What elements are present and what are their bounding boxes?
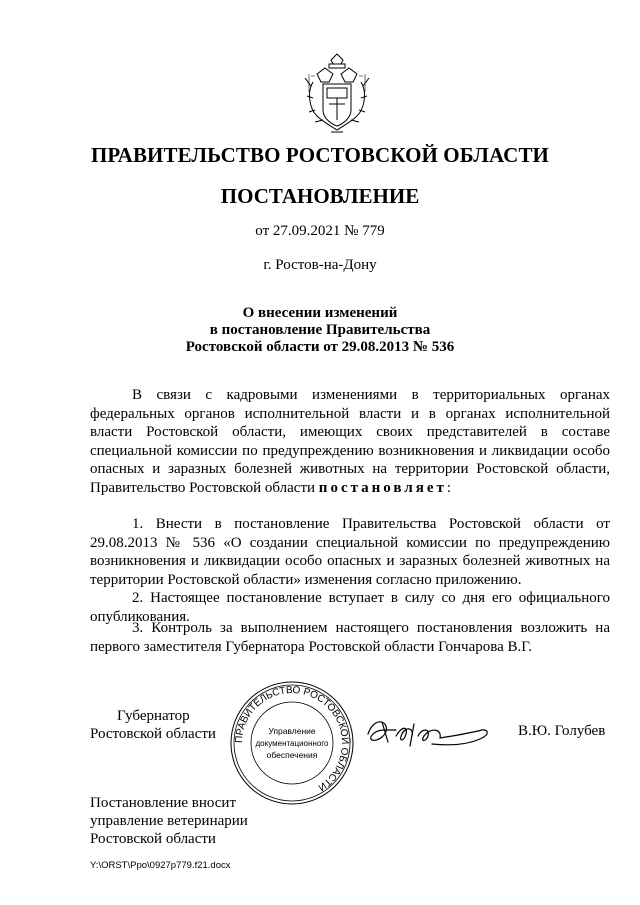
stamp-ring-text: ПРАВИТЕЛЬСТВО РОСТОВСКОЙ ОБЛАСТИ <box>233 684 351 793</box>
decree-item-1: 1. Внести в постановление Правительства Ростовской области от 29.08.2013 № 536 «О создании специальной комиссии по предупреждению возникновения и ликвидации особо опасных и заразных болезней животных на территории Ростовской области» изменения согласно приложению. <box>90 516 610 588</box>
document-date-number: от 27.09.2021 № 779 <box>255 223 385 239</box>
position-line: Губернатор <box>117 708 190 724</box>
file-path: Y:\ORST\Ppo\0927p779.f21.docx <box>90 860 231 871</box>
submitted-by <box>90 794 248 848</box>
submitted-line: Постановление вносит <box>90 795 237 811</box>
subject-line: О внесении изменений <box>242 305 398 321</box>
subject-line: в постановление Правительства <box>209 322 431 338</box>
signatory-name: В.Ю. Голубев <box>518 723 606 739</box>
subject-line: Ростовской области от 29.08.2013 № 536 <box>185 339 455 355</box>
submitted-line: управление ветеринарии <box>90 813 248 829</box>
position-line: Ростовской области <box>90 726 216 742</box>
stamp-inner-line: Управление <box>268 726 316 736</box>
decree-item-3: 3. Контроль за выполнением настоящего постановления возложить на первого заместителя Губернатора Ростовской области Гончарова В.Г. <box>90 620 610 655</box>
decree-word: постановляет <box>318 479 447 496</box>
submitted-line: Ростовской области <box>90 831 216 847</box>
document-subject <box>0 305 640 356</box>
handwritten-signature <box>362 712 492 752</box>
document-type: ПОСТАНОВЛЕНИЕ <box>220 184 420 208</box>
decree-item-2: 2. Настоящее постановление вступает в силу со дня его официального опубликования. <box>90 590 610 625</box>
government-title: ПРАВИТЕЛЬСТВО РОСТОВСКОЙ ОБЛАСТИ <box>91 143 549 167</box>
document-city: г. Ростов-на-Дону <box>263 257 377 273</box>
stamp-inner-line: обеспечения <box>266 750 318 760</box>
signatory-position <box>90 707 216 743</box>
preamble-text: В связи с кадровыми изменениями в территориальных органах федеральных органов исполнительной власти и в органах исполнительной власти Ростовской области, имеющих своих представителей в составе специальной комиссии по предупреждению возникновения и ликвидации особо опасных и заразных болезней животных на территории Ростовской области, Правительство Ростовской области <box>90 387 610 496</box>
preamble-end: : <box>446 479 452 496</box>
preamble-paragraph <box>90 386 610 498</box>
stamp-inner-line: документационного <box>255 739 329 748</box>
coat-of-arms-icon <box>301 52 373 136</box>
official-stamp <box>228 679 356 807</box>
